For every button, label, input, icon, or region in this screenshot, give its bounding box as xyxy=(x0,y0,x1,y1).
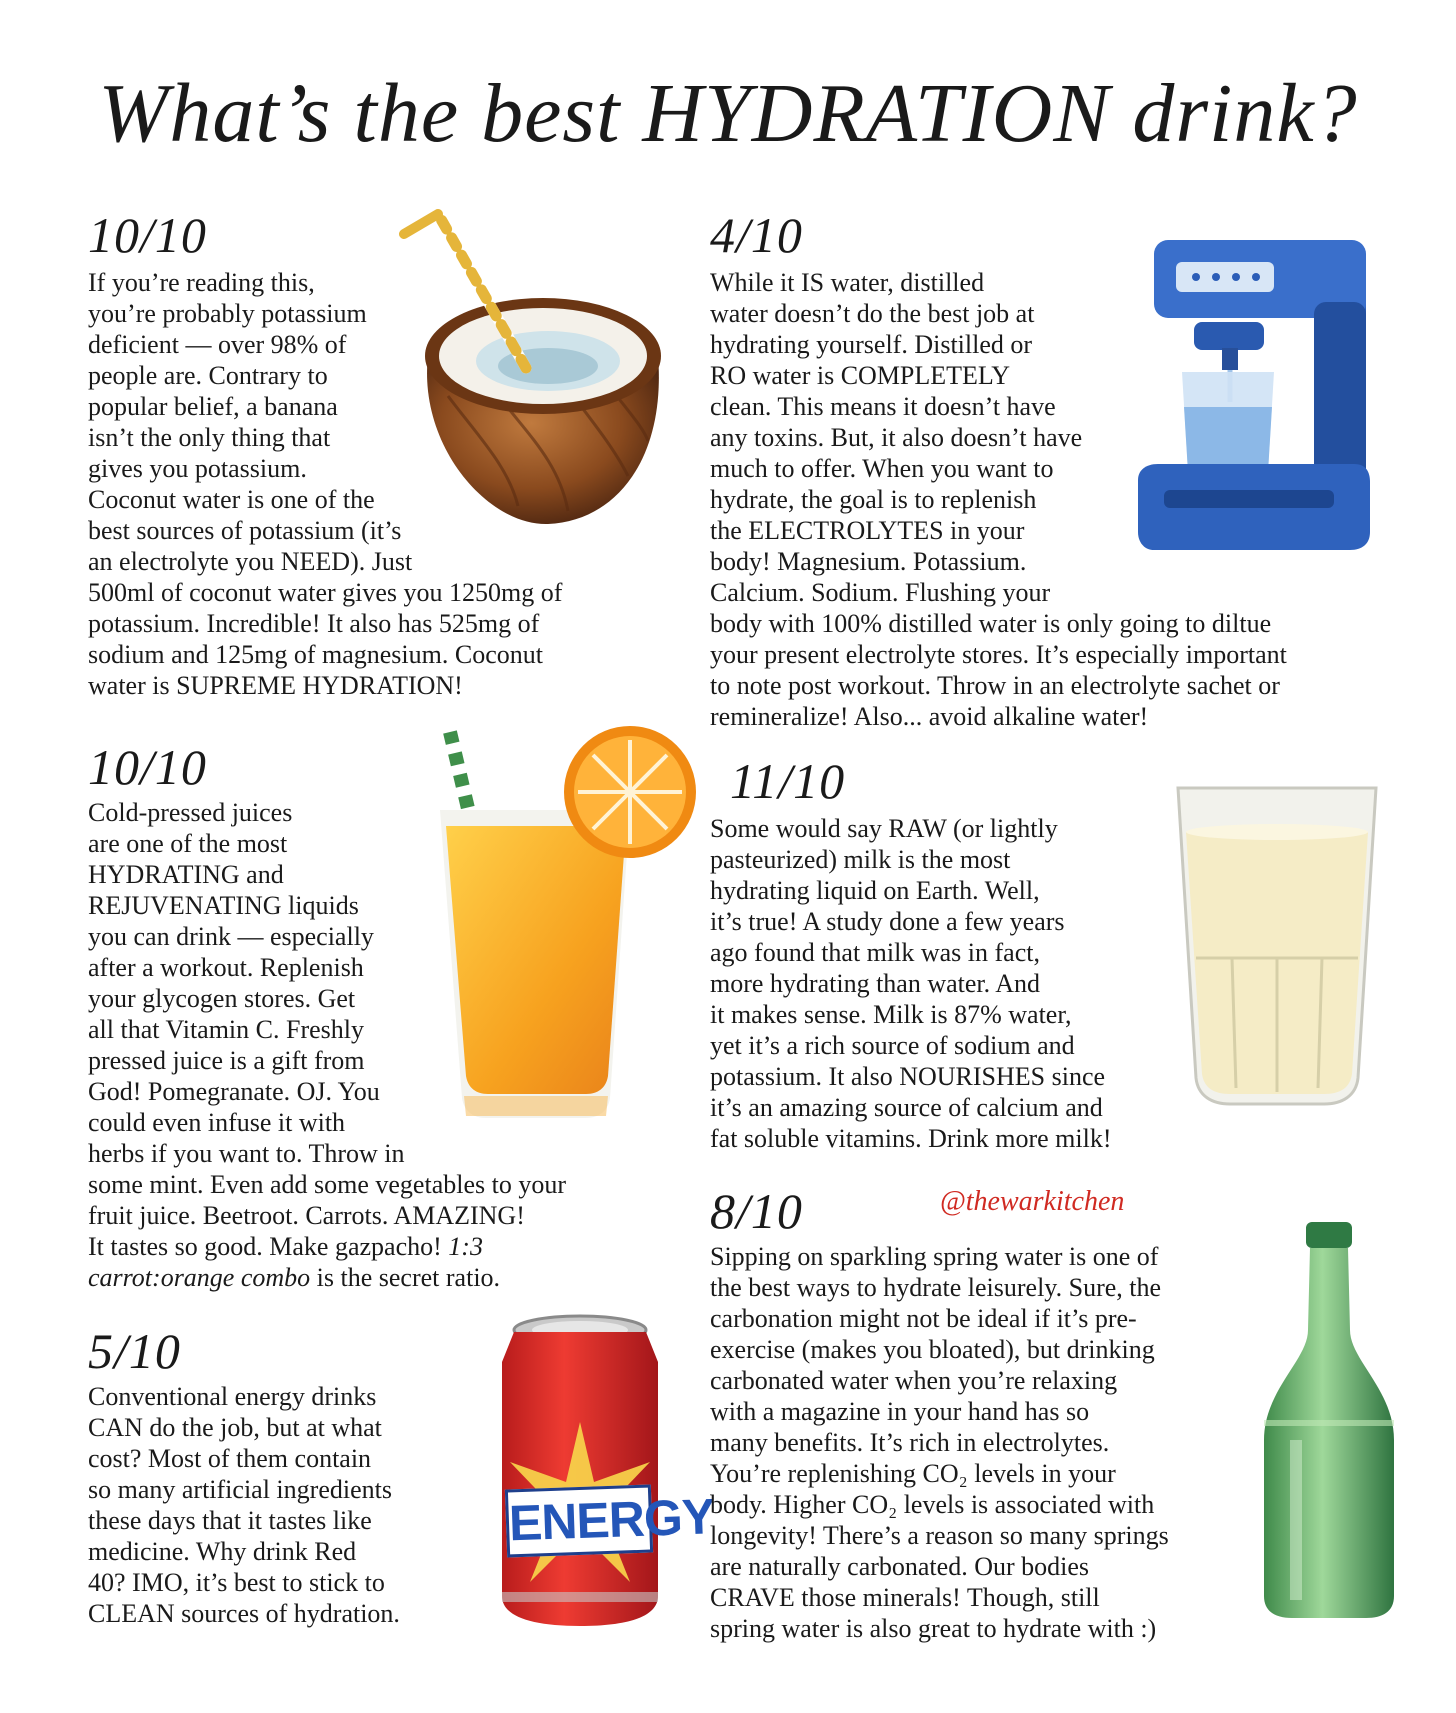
text-line: CLEAN sources of hydration. xyxy=(88,1599,400,1628)
text-line: fat soluble vitamins. Drink more milk! xyxy=(710,1124,1112,1153)
text-line: so many artificial ingredients xyxy=(88,1475,392,1504)
text-line: are one of the most xyxy=(88,829,288,858)
text-line: remineralize! Also... avoid alkaline water! xyxy=(710,702,1149,731)
text-line: more hydrating than water. And xyxy=(710,969,1040,998)
text-line: the best ways to hydrate leisurely. Sure, the xyxy=(710,1273,1162,1302)
text-line: all that Vitamin C. Freshly xyxy=(88,1015,364,1044)
text-line: body with 100% distilled water is only going to diltue xyxy=(710,609,1272,638)
text-line: Cold-pressed juices xyxy=(88,798,293,827)
text-line: hydrate, the goal is to replenish xyxy=(710,485,1037,514)
ratio-italic: 1:3 xyxy=(448,1232,483,1261)
text-line: isn’t the only thing that xyxy=(88,423,331,452)
text-line: yet it’s a rich source of sodium and xyxy=(710,1031,1075,1060)
combo-italic: carrot:orange combo xyxy=(88,1263,311,1292)
text-line: pasteurized) milk is the most xyxy=(710,845,1011,874)
text-line: pressed juice is a gift from xyxy=(88,1046,365,1075)
text-line: popular belief, a banana xyxy=(88,392,338,421)
text-line: While it IS water, distilled xyxy=(710,268,985,297)
text-line: any toxins. But, it also doesn’t have xyxy=(710,423,1083,452)
text-line: potassium. It also NOURISHES since xyxy=(710,1062,1106,1091)
orange-juice-illustration xyxy=(430,726,710,1126)
text-line: water doesn’t do the best job at xyxy=(710,299,1035,328)
text-line: herbs if you want to. Throw in xyxy=(88,1139,405,1168)
text-line: RO water is COMPLETELY xyxy=(710,361,1010,390)
text-line: REJUVENATING liquids xyxy=(88,891,359,920)
energy-can-label: ENERGY xyxy=(505,1484,653,1557)
text-line: CAN do the job, but at what xyxy=(88,1413,382,1442)
energy-can-illustration xyxy=(490,1312,716,1628)
text-line: hydrating liquid on Earth. Well, xyxy=(710,876,1040,905)
text-line: are naturally carbonated. Our bodies xyxy=(710,1552,1090,1581)
text-line: you’re probably potassium xyxy=(88,299,367,328)
text-line: carbonation might not be ideal if it’s pre- xyxy=(710,1304,1137,1333)
text-raw-milk xyxy=(710,813,1112,1154)
milk-glass-illustration xyxy=(1172,778,1382,1108)
text-line: Coconut water is one of the xyxy=(88,485,375,514)
page-title: What’s the best HYDRATION drink? xyxy=(98,67,1358,160)
text-line: sodium and 125mg of magnesium. Coconut xyxy=(88,640,543,669)
text-line: some mint. Even add some vegetables to your xyxy=(88,1170,567,1199)
text-line: spring water is also great to hydrate with :) xyxy=(710,1614,1157,1643)
text-line: it’s an amazing source of calcium and xyxy=(710,1093,1103,1122)
text-line: exercise (makes you bloated), but drinking xyxy=(710,1335,1155,1364)
text-line: CRAVE those minerals! Though, still xyxy=(710,1583,1100,1612)
text-energy-drinks xyxy=(88,1381,400,1629)
text-line: Sipping on sparkling spring water is one of xyxy=(710,1242,1159,1271)
text-line: ago found that milk was in fact, xyxy=(710,938,1040,967)
text-line: Calcium. Sodium. Flushing your xyxy=(710,578,1051,607)
text-line: your present electrolyte stores. It’s especially important xyxy=(710,640,1287,669)
text-line: God! Pomegranate. OJ. You xyxy=(88,1077,380,1106)
coconut-illustration xyxy=(398,206,670,536)
text-line: Some would say RAW (or lightly xyxy=(710,814,1058,843)
text-line: water is SUPREME HYDRATION! xyxy=(88,671,463,700)
text-line: 500ml of coconut water gives you 1250mg of xyxy=(88,578,563,607)
text-line: you can drink — especially xyxy=(88,922,374,951)
text-line: deficient — over 98% of xyxy=(88,330,347,359)
text-sparkling-water xyxy=(710,1241,1169,1644)
text-line: best sources of potassium (it’s xyxy=(88,516,402,545)
text-line: It tastes so good. Make gazpacho! 1:3 xyxy=(88,1232,483,1261)
text-line: fruit juice. Beetroot. Carrots. AMAZING! xyxy=(88,1201,525,1230)
text-line: cost? Most of them contain xyxy=(88,1444,372,1473)
text-line: carbonated water when you’re relaxing xyxy=(710,1366,1118,1395)
score-raw-milk: 11/10 xyxy=(730,753,846,809)
text-line: longevity! There’s a reason so many springs xyxy=(710,1521,1169,1550)
text-line: an electrolyte you NEED). Just xyxy=(88,547,413,576)
text-line: could even infuse it with xyxy=(88,1108,346,1137)
ratio-suffix: is the secret ratio. xyxy=(310,1263,501,1292)
text-line: body! Magnesium. Potassium. xyxy=(710,547,1027,576)
text-line: gives you potassium. xyxy=(88,454,307,483)
text-line xyxy=(88,1262,566,1293)
text-line: clean. This means it doesn’t have xyxy=(710,392,1056,421)
text-line: it’s true! A study done a few years xyxy=(710,907,1065,936)
text-line: to note post workout. Throw in an electrolyte sachet or xyxy=(710,671,1280,700)
text-line: your glycogen stores. Get xyxy=(88,984,356,1013)
text-line: people are. Contrary to xyxy=(88,361,328,390)
water-dispenser-illustration xyxy=(1134,232,1374,558)
text-line: the ELECTROLYTES in your xyxy=(710,516,1025,545)
text-line: You’re replenishing CO₂ levels in your xyxy=(710,1459,1116,1488)
text-line: potassium. Incredible! It also has 525mg of xyxy=(88,609,540,638)
author-handle: @thewarkitchen xyxy=(940,1186,1125,1217)
text-line: with a magazine in your hand has so xyxy=(710,1397,1090,1426)
text-line: hydrating yourself. Distilled or xyxy=(710,330,1033,359)
text-line: HYDRATING and xyxy=(88,860,284,889)
text-line: these days that it tastes like xyxy=(88,1506,372,1535)
score-energy-drinks: 5/10 xyxy=(88,1323,181,1379)
text-line: 40? IMO, it’s best to stick to xyxy=(88,1568,385,1597)
text-line: If you’re reading this, xyxy=(88,268,315,297)
text-line: medicine. Why drink Red xyxy=(88,1537,357,1566)
score-cold-pressed-juice: 10/10 xyxy=(88,739,207,795)
text-line: body. Higher CO₂ levels is associated with xyxy=(710,1490,1155,1519)
text-line: much to offer. When you want to xyxy=(710,454,1054,483)
score-distilled-water: 4/10 xyxy=(710,207,803,263)
text-line: after a workout. Replenish xyxy=(88,953,364,982)
text-line: it makes sense. Milk is 87% water, xyxy=(710,1000,1072,1029)
green-bottle-illustration xyxy=(1254,1220,1404,1620)
score-coconut-water: 10/10 xyxy=(88,207,207,263)
text-line: many benefits. It’s rich in electrolytes. xyxy=(710,1428,1110,1457)
score-sparkling-water: 8/10 xyxy=(710,1183,803,1239)
text-line: Conventional energy drinks xyxy=(88,1382,377,1411)
